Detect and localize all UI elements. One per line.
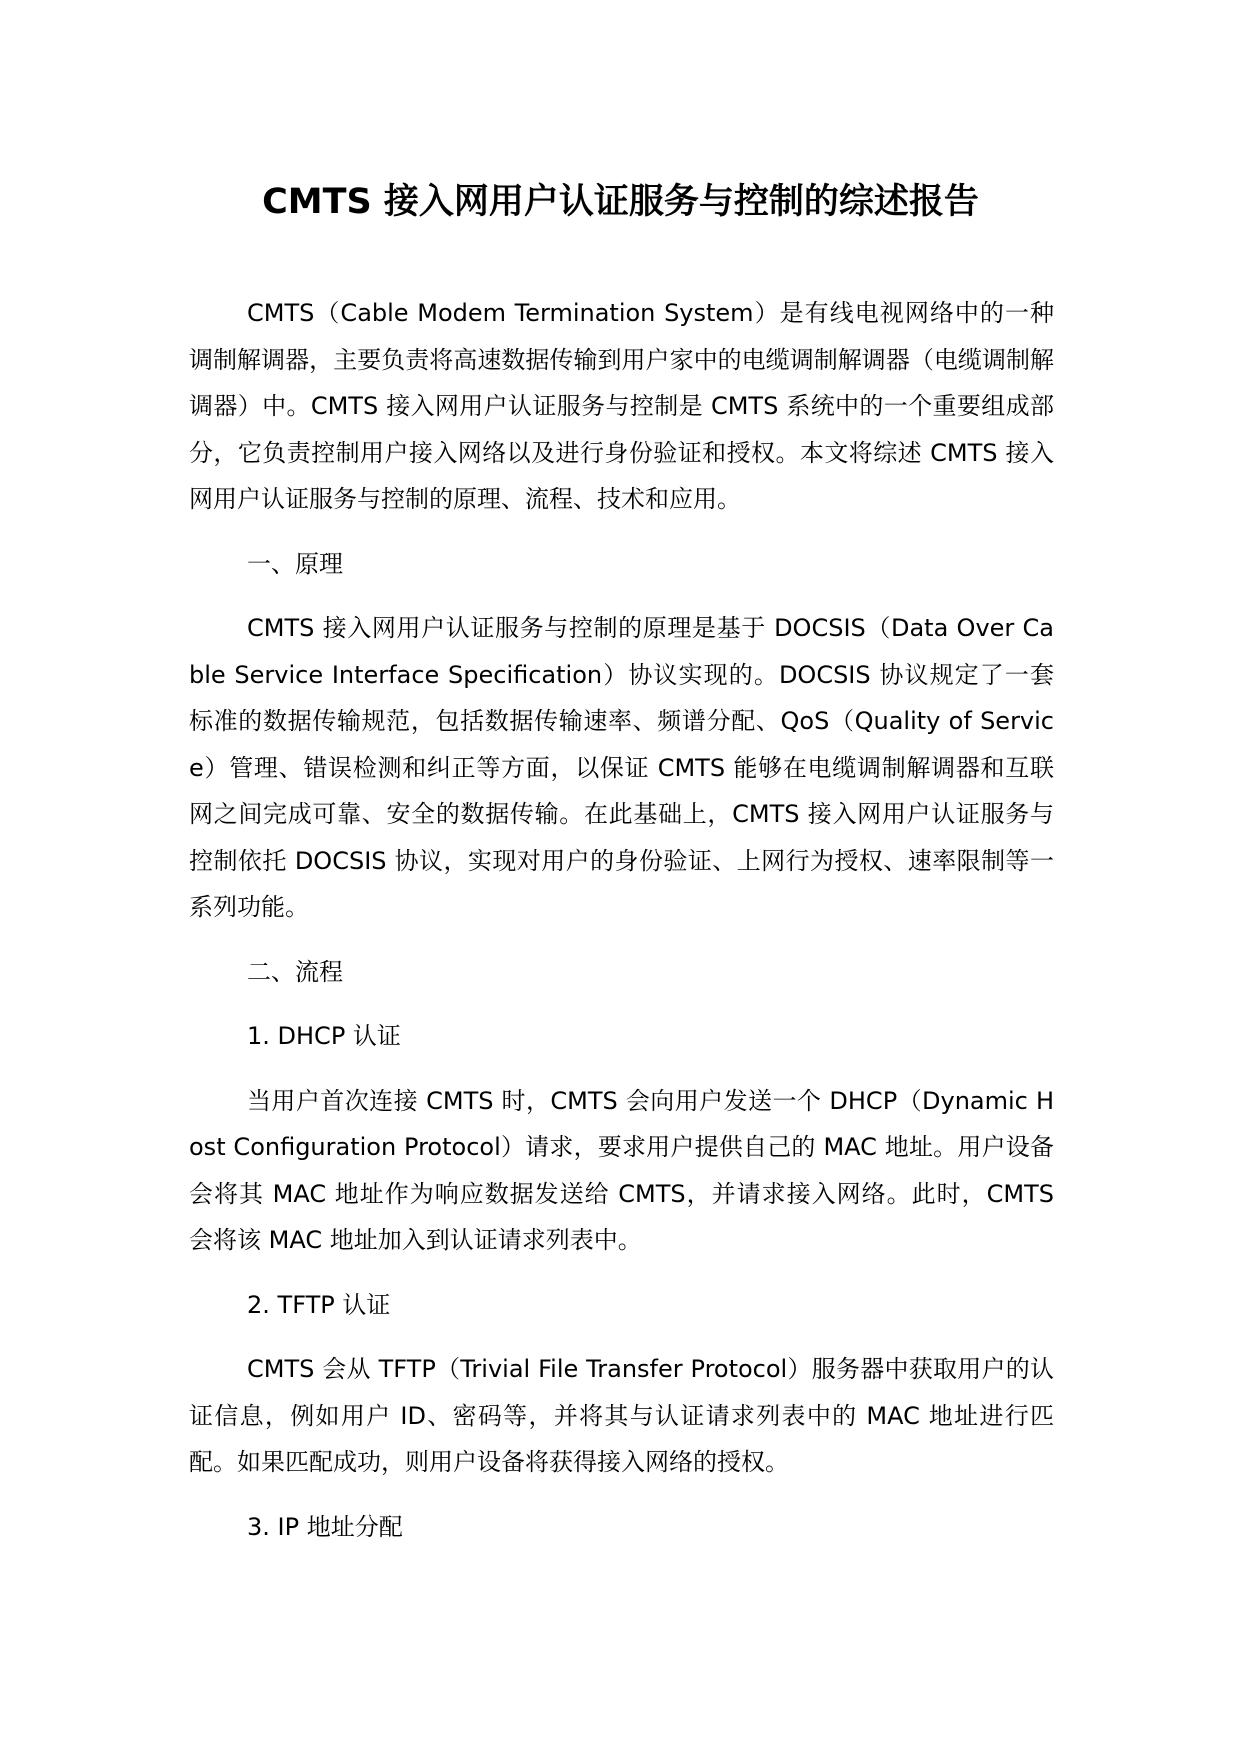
step-heading-tftp: 2. TFTP 认证 [247,1290,391,1319]
step-heading-ip: 3. IP 地址分配 [247,1512,403,1541]
intro-paragraph: CMTS（Cable Modem Termination System）是有线电视网络中的一种调制解调器，主要负责将高速数据传输到用户家中的电缆调制解调器（电缆调制解调器）中。CMTS 接入网用户认证服务与控制是 CMTS 系统中的一个重要组成部分，它负责控制用户接入网络以及进行身份验证和授权。本文将综述 CMTS 接入网用户认证服务与控制的原理、流程、技术和应用。 [189,299,1054,513]
section-heading-principle: 一、原理 [247,549,343,578]
principle-paragraph: CMTS 接入网用户认证服务与控制的原理是基于 DOCSIS（Data Over Cable Service Interface Specification）协议实现的。DOCSIS 协议规定了一套标准的数据传输规范，包括数据传输速率、频谱分配、QoS（Quality of Service）管理、错误检测和纠正等方面，以保证 CMTS 能够在电缆调制解调器和互联网之间完成可靠、安全的数据传输。在此基础上，CMTS 接入网用户认证服务与控制依托 DOCSIS 协议，实现对用户的身份验证、上网行为授权、速率限制等一系列功能。 [189,614,1054,921]
tftp-paragraph: CMTS 会从 TFTP（Trivial File Transfer Protocol）服务器中获取用户的认证信息，例如用户 ID、密码等，并将其与认证请求列表中的 MAC 地址进行匹配。如果匹配成功，则用户设备将获得接入网络的授权。 [189,1355,1054,1476]
step-heading-dhcp: 1. DHCP 认证 [247,1022,401,1050]
document-title: CMTS 接入网用户认证服务与控制的综述报告 [262,182,979,222]
document-body [189,290,1054,1568]
dhcp-paragraph: 当用户首次连接 CMTS 时，CMTS 会向用户发送一个 DHCP（Dynamic Host Configuration Protocol）请求，要求用户提供自己的 MAC 地址。用户设备会将其 MAC 地址作为响应数据发送给 CMTS，并请求接入网络。此时，CMTS 会将该 MAC 地址加入到认证请求列表中。 [189,1086,1054,1254]
section-heading-process: 二、流程 [247,957,343,986]
